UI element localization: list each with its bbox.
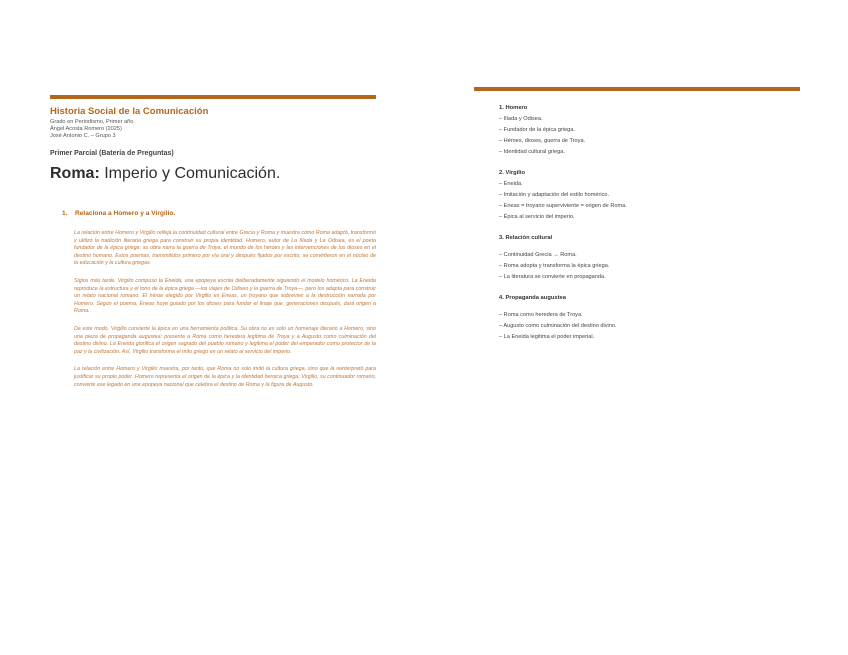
- outline-section: [499, 295, 799, 343]
- page-title: [50, 165, 376, 183]
- section-title: 2. Virgilio: [499, 170, 525, 176]
- section-item: – Fundador de la épica griega.: [499, 127, 575, 133]
- meta-line: José Antonio C. – Grupo 3: [50, 133, 116, 139]
- document-header: [50, 106, 376, 183]
- title-rest: Imperio y Comunicación.: [99, 165, 281, 182]
- header-rule: [474, 87, 800, 91]
- section-item: – Eneida.: [499, 181, 523, 187]
- outline-section: [499, 170, 799, 223]
- section-item: – Épica al servicio del imperio.: [499, 214, 575, 220]
- answer-paragraph: La relación entre Homero y Virgilio refleja la continuidad cultural entre Grecia y Roma y muestra cómo Roma adaptó, transformó y utilizó la tradición literaria griega para construir su propia identidad. Homero, autor de La Ilíada y La Odisea, es el poeta fundador de la épica griega: su obra narra la guerra de Troya, el mundo de los héroes y las intervenciones de los dioses en el destino humano. Estos poemas, transmitidos primero por vía oral y después fijados por escrito, se convirtieron en el núcleo de la educación y la cultura griegas.: [74, 230, 376, 267]
- section-title: 1. Homero: [499, 105, 528, 111]
- question-number: 1.: [62, 210, 68, 217]
- meta-line: Ángel Acosta Romero (2025): [50, 126, 122, 132]
- question-heading: [62, 210, 175, 217]
- answer-paragraph: Siglos más tarde, Virgilio compuso la Eneida, una epopeya escrita deliberadamente siguiendo el modelo homérico. La Eneida reproduce la estructura y el tono de la épica griega —los viajes de Odiseo y la guerra de Troya—, pero los adapta para construir un relato nacional romano. El héroe elegido por Virgilio es Eneas, un troyano que sobrevive a la destrucción narrada por Homero. Según el poema, Eneas huye guiado por los dioses para fundar el linaje que, generaciones después, dará origen a Roma.: [74, 277, 376, 315]
- title-bold: Roma:: [50, 165, 100, 182]
- section-item: – La Eneida legitima el poder imperial.: [499, 334, 595, 340]
- section-item: – Ilíada y Odisea.: [499, 116, 543, 122]
- meta-line: Grado en Periodismo, Primer año: [50, 119, 134, 125]
- outline-section: [499, 235, 799, 283]
- course-title: Historia Social de la Comunicación: [50, 106, 209, 117]
- answer-paragraph: De este modo, Virgilio convierte la épica en una herramienta política. Su obra no es solo un homenaje literario a Homero, sino una pieza de propaganda augustea: presenta a Roma como heredera legítima de Troya y a Augusto como culminación del destino divino. La Eneida glorifica el origen sagrado del pueblo romano y legitima el poder del emperador como protector de la paz y la civilización. Así, Virgilio transforma el mito griego en un relato al servicio del imperio.: [74, 325, 376, 355]
- answer-body: [74, 230, 376, 399]
- section-item: – Eneas = troyano superviviente = origen de Roma.: [499, 203, 627, 209]
- section-item: – Augusto como culminación del destino divino.: [499, 323, 617, 329]
- exam-label: Primer Parcial (Batería de Preguntas): [50, 150, 174, 157]
- section-item: – Héroes, dioses, guerra de Troya.: [499, 138, 586, 144]
- section-title: 3. Relación cultural: [499, 235, 553, 241]
- header-rule: [50, 95, 376, 99]
- outline: [499, 105, 799, 355]
- section-item: – Roma adopta y transforma la épica griega.: [499, 263, 610, 269]
- section-item: – Imitación y adaptación del estilo homérico.: [499, 192, 610, 198]
- question-text: Relaciona a Homero y a Virgilio.: [75, 210, 176, 217]
- section-item: – Identidad cultural griega.: [499, 149, 565, 155]
- outline-section: [499, 105, 799, 158]
- section-item: – Continuidad Grecia → Roma.: [499, 252, 577, 258]
- right-page: [424, 0, 848, 655]
- section-item: – La literatura se convierte en propaganda.: [499, 274, 606, 280]
- answer-paragraph: La relación entre Homero y Virgilio muestra, por tanto, que Roma no solo imitó la cultura griega, sino que la reinterpretó para justificar su propio poder. Homero representa el origen de la épica y la identidad heroica griega; Virgilio, su continuador romano, convierte ese legado en una epopeya nacional que celebra el destino de Roma y la figura de Augusto.: [74, 366, 376, 388]
- section-title: 4. Propaganda augustea: [499, 295, 567, 301]
- section-item: – Roma como heredera de Troya.: [499, 312, 583, 318]
